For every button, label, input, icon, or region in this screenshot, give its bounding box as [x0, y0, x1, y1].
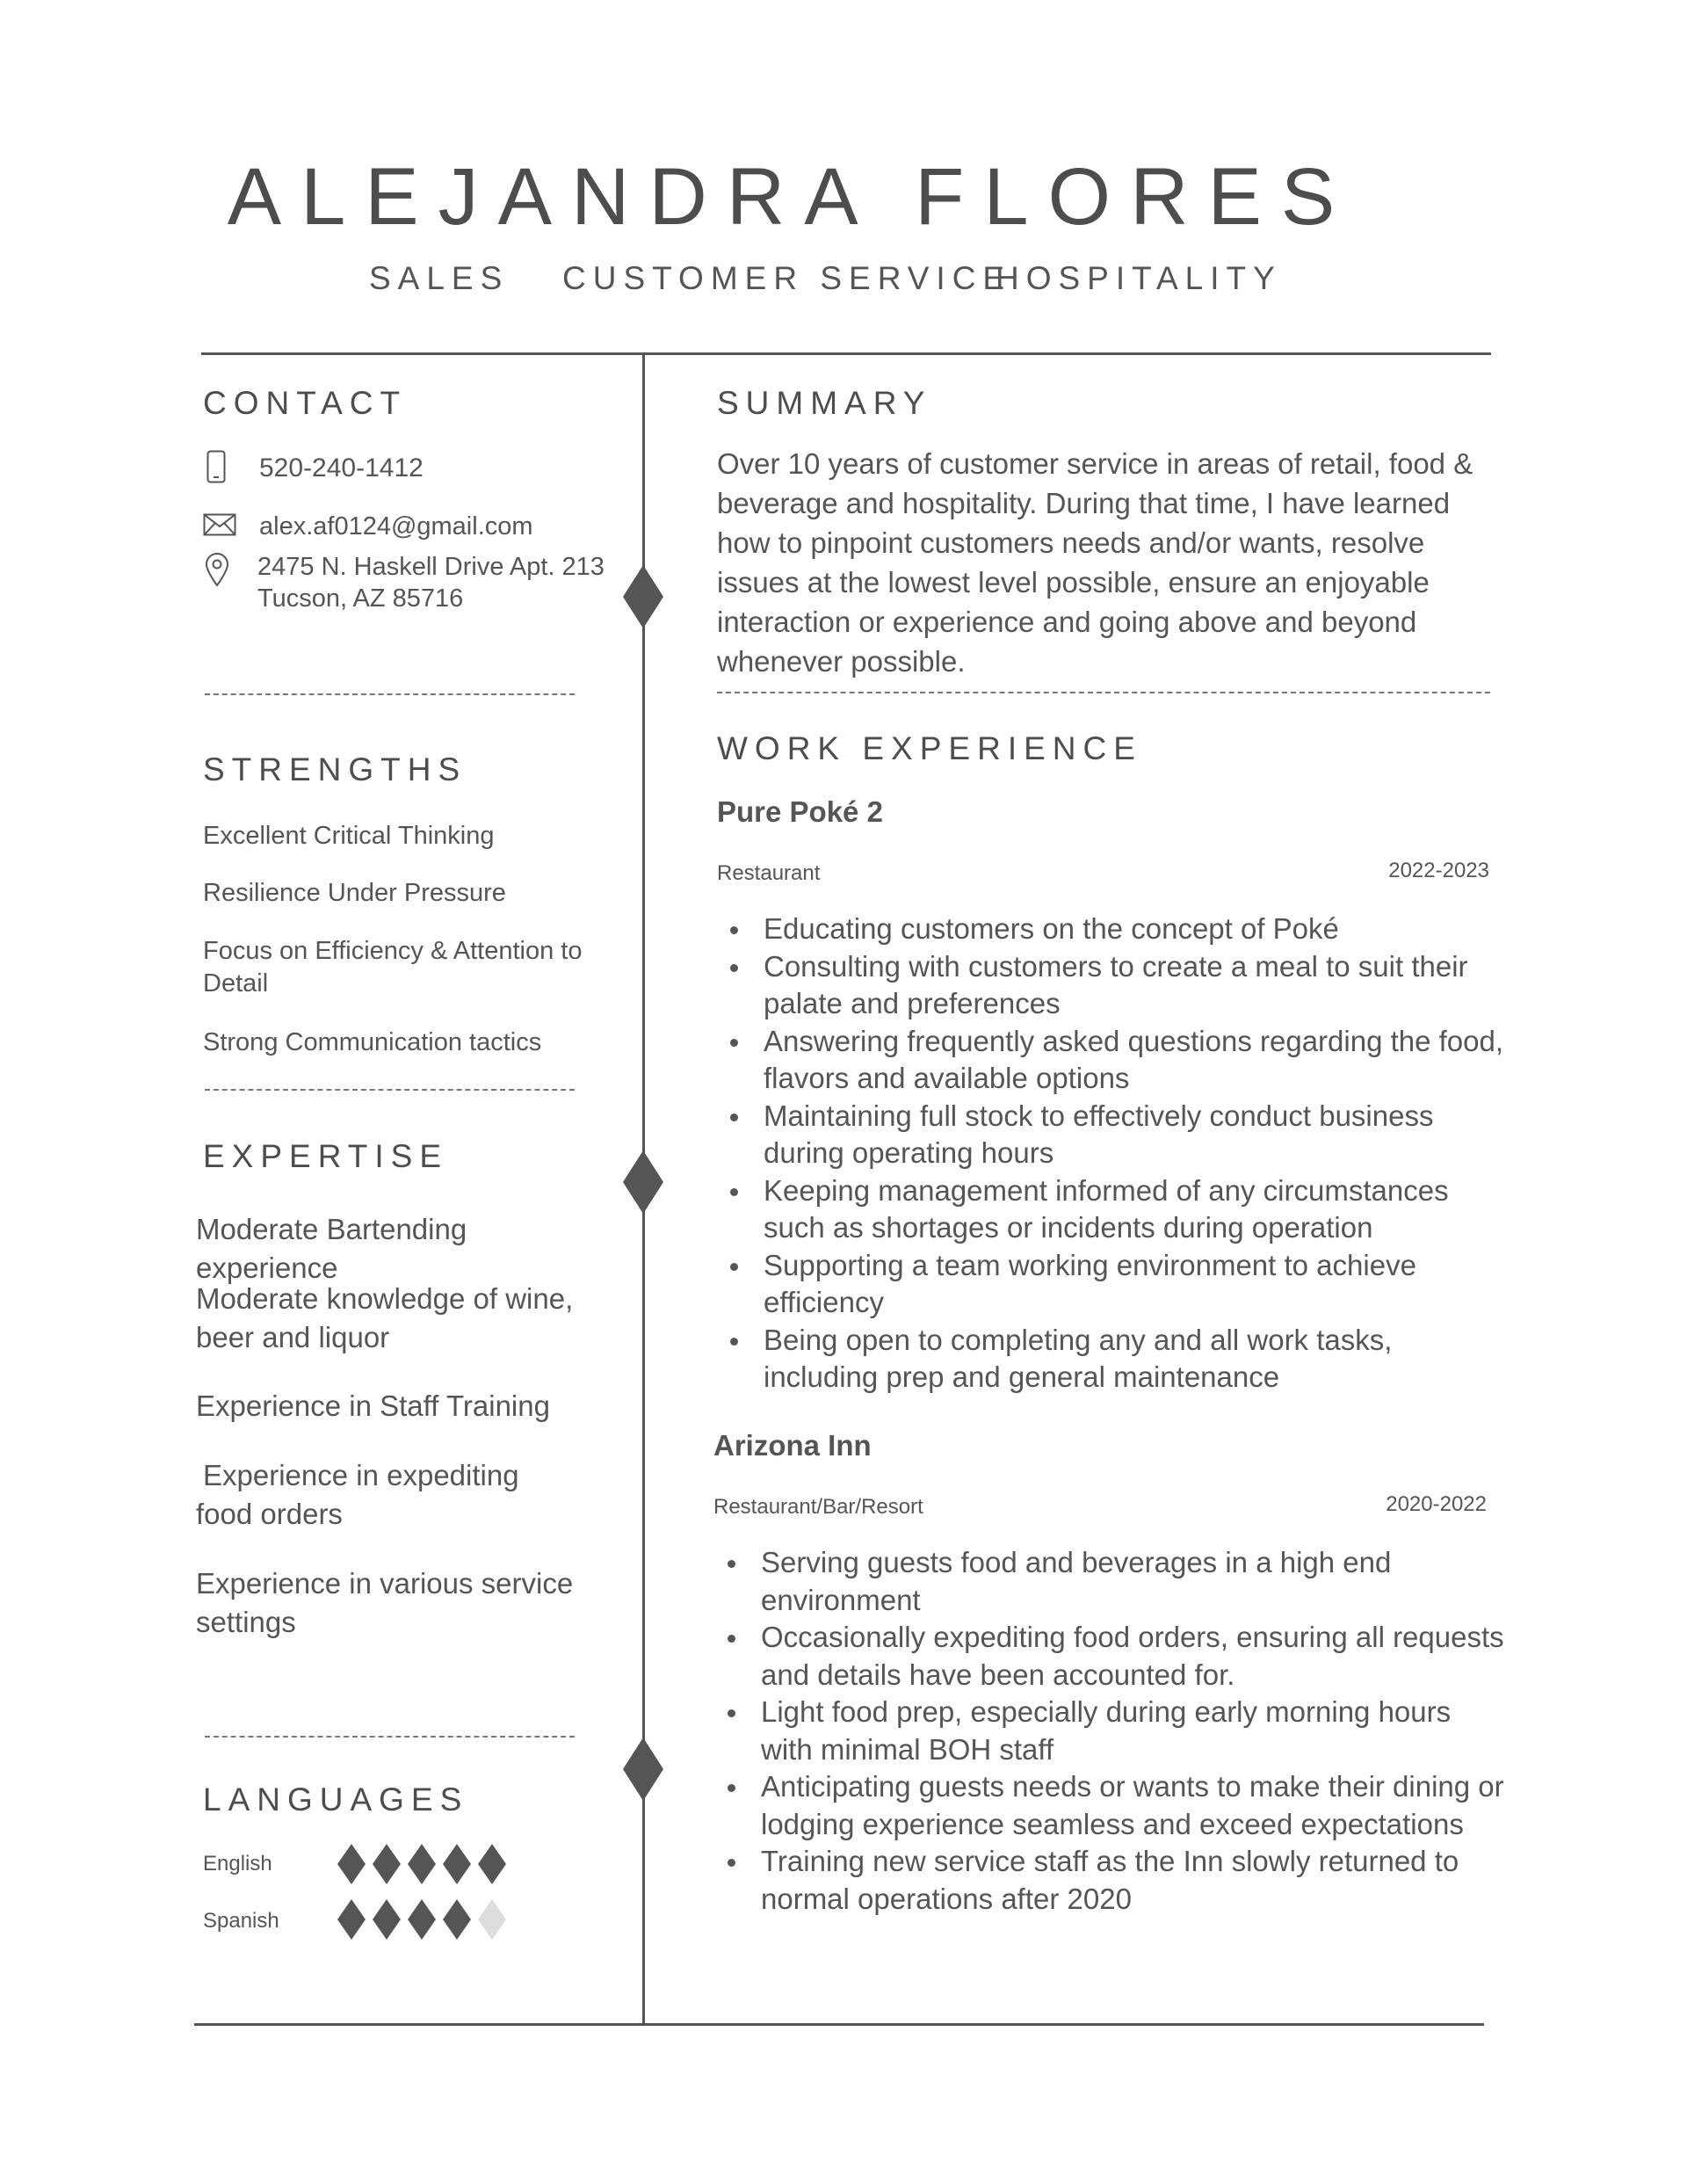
job-title: Pure Poké 2 — [717, 795, 883, 828]
job-title: Arizona Inn — [713, 1429, 872, 1462]
expertise-heading: EXPERTISE — [203, 1138, 449, 1174]
job-bullets — [713, 1544, 1504, 1918]
language-name: Spanish — [203, 1909, 279, 1933]
top-rule — [201, 352, 1491, 355]
expertise-item: Experience in various service settings — [196, 1567, 574, 1638]
job-category: Restaurant/Bar/Resort — [713, 1495, 923, 1519]
job-bullet: Occasionally expediting food orders, ensuring all requests and details have been accounted for. — [713, 1619, 1504, 1694]
job-bullet: Supporting a team working environment to achieve efficiency — [716, 1247, 1507, 1322]
job-bullet: Training new service staff as the Inn slowly returned to normal operations after 2020 — [713, 1843, 1504, 1918]
contact-email[interactable]: alex.af0124@gmail.com — [259, 512, 533, 541]
contact-heading: CONTACT — [203, 385, 408, 421]
level-diamond-filled — [408, 1844, 436, 1884]
bottom-rule — [194, 2023, 1484, 2026]
role-sales: SALES — [369, 260, 510, 296]
strength-item: Excellent Critical Thinking — [203, 822, 495, 850]
divider-diamond — [623, 565, 663, 628]
section-divider — [717, 692, 1490, 693]
job-bullet: Serving guests food and beverages in a high end environment — [713, 1544, 1504, 1619]
divider-diamond — [623, 1150, 663, 1214]
job-bullet: Educating customers on the concept of Poké — [716, 911, 1507, 948]
candidate-name-text: ALEJANDRA FLORES — [227, 152, 1355, 242]
level-diamond-filled — [373, 1844, 401, 1884]
level-diamond-filled — [337, 1899, 366, 1940]
language-name: English — [203, 1852, 272, 1876]
level-diamond-filled — [408, 1899, 436, 1940]
section-divider — [205, 1089, 575, 1091]
level-diamond-filled — [337, 1844, 366, 1884]
mail-icon — [203, 513, 236, 536]
strengths-heading: STRENGTHS — [203, 751, 467, 787]
language-level-spanish — [337, 1899, 506, 1940]
language-level-english — [337, 1844, 506, 1884]
section-divider — [205, 1736, 575, 1738]
work-heading: WORK EXPERIENCE — [717, 730, 1142, 766]
job-dates: 2022-2023 — [1388, 859, 1489, 882]
job-bullet: Light food prep, especially during early morning hours with minimal BOH staff — [713, 1694, 1504, 1768]
candidate-name — [0, 151, 1687, 243]
job-bullet: Answering frequently asked questions regarding the food, flavors and available options — [716, 1023, 1507, 1098]
summary-heading: SUMMARY — [717, 385, 932, 421]
role-customer-service: CUSTOMER SERVICE — [562, 260, 1012, 296]
contact-phone[interactable]: 520-240-1412 — [259, 453, 424, 483]
contact-address-line1: 2475 N. Haskell Drive Apt. 213 — [257, 553, 605, 581]
level-diamond-empty — [478, 1899, 506, 1940]
job-bullet: Keeping management informed of any circumstances such as shortages or incidents during operation — [716, 1172, 1507, 1247]
expertise-item: Experience in expediting food orders — [196, 1459, 519, 1530]
level-diamond-filled — [443, 1899, 471, 1940]
languages-heading: LANGUAGES — [203, 1781, 469, 1818]
job-bullet: Anticipating guests needs or wants to make their dining or lodging experience seamless and exceed expectations — [713, 1768, 1504, 1843]
location-pin-icon — [205, 552, 229, 587]
level-diamond-filled — [373, 1899, 401, 1940]
job-bullets — [716, 911, 1507, 1397]
job-category: Restaurant — [717, 861, 821, 885]
expertise-item: Experience in Staff Training — [196, 1389, 550, 1422]
summary-text: Over 10 years of customer service in areas of retail, food & beverage and hospitality. During that time, I have learned how to pinpoint customers needs and/or wants, resolve issues at the lowest level possible, ensure an enjoyable interaction or experience and going above and beyond whenever possible. — [717, 447, 1473, 678]
phone-icon — [206, 450, 226, 483]
level-diamond-filled — [478, 1844, 506, 1884]
expertise-item: Moderate Bartending experience — [196, 1213, 467, 1284]
strength-item: Resilience Under Pressure — [203, 879, 506, 907]
level-diamond-filled — [443, 1844, 471, 1884]
divider-diamond — [623, 1738, 663, 1801]
contact-address-line2: Tucson, AZ 85716 — [257, 584, 464, 613]
job-bullet: Maintaining full stock to effectively conduct business during operating hours — [716, 1098, 1507, 1172]
job-bullet: Consulting with customers to create a meal to suit their palate and preferences — [716, 948, 1507, 1023]
job-bullet: Being open to completing any and all work tasks, including prep and general maintenance — [716, 1322, 1507, 1397]
role-hospitality: HOSPITALITY — [996, 260, 1282, 296]
section-divider — [205, 693, 575, 695]
expertise-item: Moderate knowledge of wine, beer and liquor — [196, 1282, 574, 1353]
strength-item: Focus on Efficiency & Attention to Detail — [203, 937, 583, 998]
strength-item: Strong Communication tactics — [203, 1028, 542, 1056]
job-dates: 2020-2022 — [1386, 1492, 1487, 1516]
